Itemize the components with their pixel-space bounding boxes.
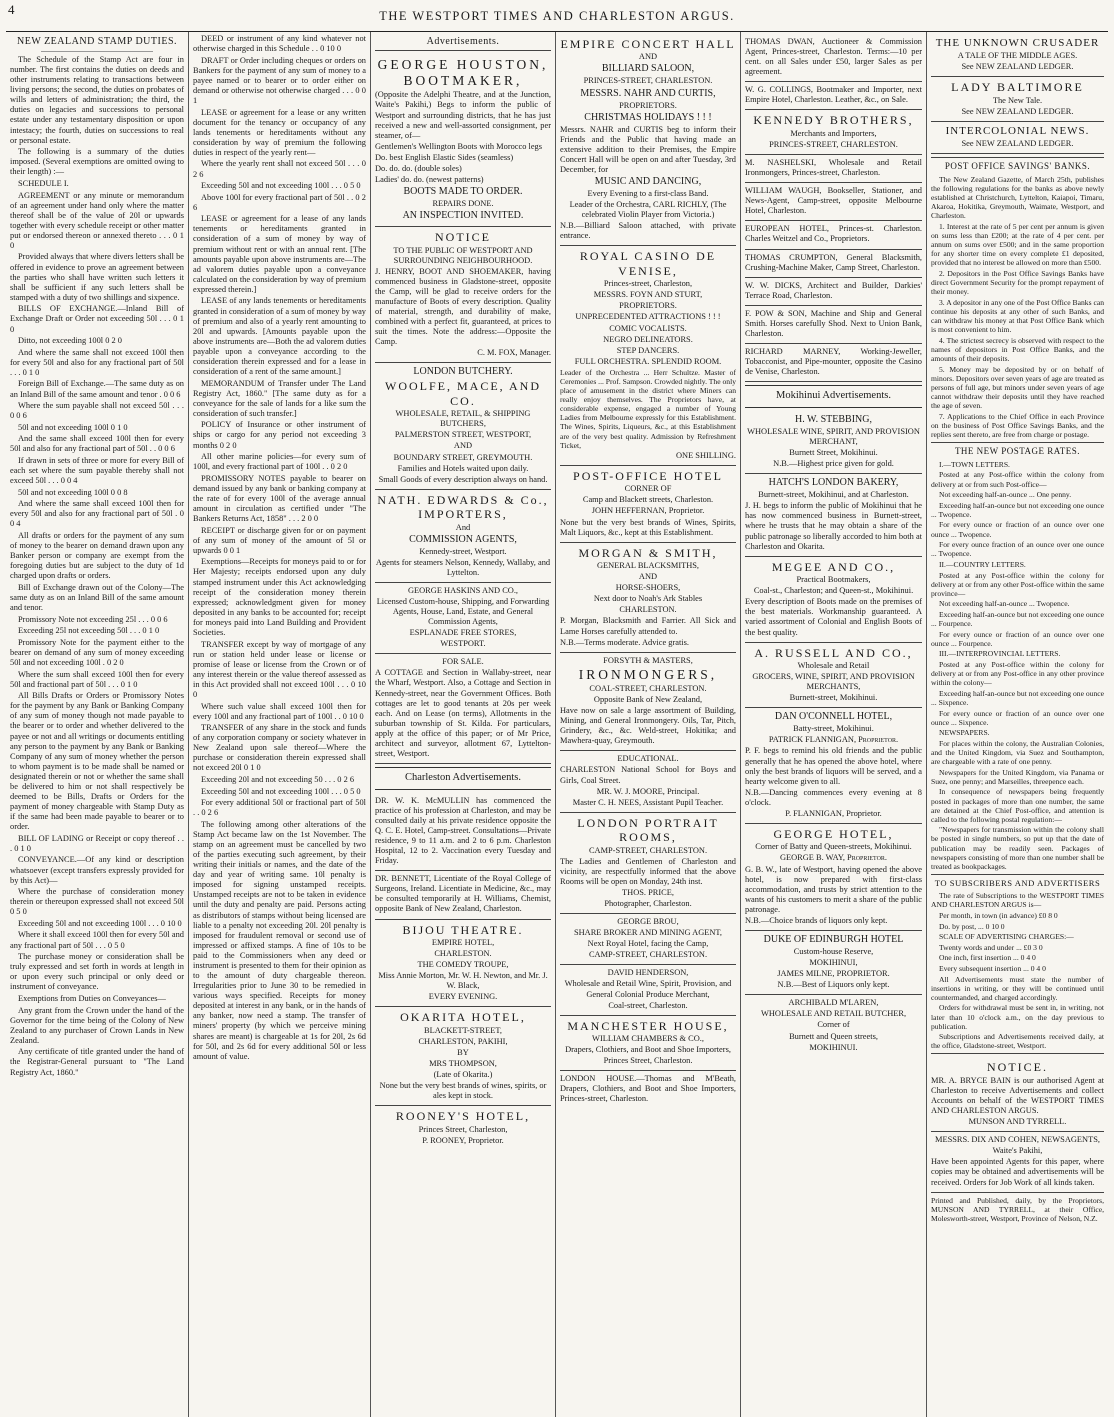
ad-manchester-house: MANCHESTER HOUSE, WILLIAM CHAMBERS & CO., Drapers, Clothiers, and Boot and Shoe Importers, Princes Street, Charleston. <box>560 1016 736 1072</box>
ad-dan-oconnell-hotel: DAN O'CONNELL HOTEL, Batty-street, Mokihinui. PATRICK FLANNIGAN, Proprietor. P. F. begs to remind his old friends and the public generally that he has opened the above hotel, where only the best brands of liquors will be served, and a hearty welcome given to all. N.B.—Dancing commences every evening at 8 o'clock. P. FLANNIGAN, Proprietor. <box>745 708 922 824</box>
paragraph: LEASE or agreement for a lease or any written document for the tenancy or occupancy of any lands tenements or hereditaments without any consideration by way of premium the following duties in respect of the yearly rent— <box>193 107 366 157</box>
ad-okarita-hotel: OKARITA HOTEL, BLACKETT-STREET, CHARLESTON, PAKIHI, BY MRS THOMPSON, (Late of Okarita.) None but the very best brands of wines, spirits, or ales kept in stock. <box>375 1007 551 1106</box>
paragraph: In consequence of newspapers being frequently posted in packages of more than one number, the same are detained at the Chief Post-office, and attention is called to the following postal regulation:— <box>931 787 1104 824</box>
paragraph: BILLS OF EXCHANGE.—Inland Bill of Exchange Draft or Order not exceeding 50l . . . 0 1 0 <box>10 304 184 334</box>
masthead: THE WESTPORT TIMES AND CHARLESTON ARGUS. <box>6 0 1108 32</box>
page-number: 4 <box>8 2 15 17</box>
ad-london-house: LONDON HOUSE.—Thomas and M'Beath, Drapers, Clothiers, and Boot and Shoe Importers, Princes-street, Charleston. <box>560 1074 736 1104</box>
stamp-duties-heading: NEW ZEALAND STAMP DUTIES. <box>16 36 178 47</box>
paragraph: Foreign Bill of Exchange.—The same duty as on an Inland Bill of the same amount and tenor . 0 0 6 <box>10 379 184 399</box>
paragraph: Exceeding 50l and not exceeding 100l . . . 0 5 0 <box>201 181 361 191</box>
paragraph: Do. by post, ... 0 10 0 <box>939 921 1005 931</box>
paragraph: 3. A depositor in any one of the Post Office Banks can continue his deposits at any other of such Banks, and can withdraw his money at that Post Office Bank which is most convenient to him. <box>931 297 1104 335</box>
ad-megee: MEGEE AND CO., Practical Bootmakers, Coal-st., Charleston; and Queen-st., Mokihinui. Every description of Boots made on the premises of the best materials. Workmanship guaranteed. A varied assortment of Colonial and English Boots of the best quality. <box>745 557 922 643</box>
paragraph: Promissory Note for the payment either to the bearer on demand of any sum of money exceeding 50l and not exceeding 100l . 0 2 0 <box>10 637 184 667</box>
ad-kennedy-brothers: KENNEDY BROTHERS, Merchants and Importers, PRINCES-STREET, CHARLESTON. <box>745 110 922 155</box>
paragraph: Not exceeding half-an-ounce ... Twopence. <box>939 599 1070 609</box>
subscribers-text <box>931 891 1104 1050</box>
paragraph: 50l and not exceeding 100l 0 0 8 <box>18 487 128 497</box>
ad-mclaren: ARCHIBALD M'LAREN, WHOLESALE AND RETAIL BUTCHER, Corner of Burnett and Queen streets, MOKIHINUI. <box>760 998 907 1052</box>
paragraph: Where such value shall exceed 100l then for every 100l and any fractional part of 100l . . 0 10 0 <box>193 701 366 721</box>
ad-crumpton: THOMAS CRUMPTON, General Blacksmith, Crushing-Machine Maker, Camp Street, Charleston. <box>745 250 922 278</box>
paragraph: III.—INTERPROVINCIAL LETTERS. <box>939 649 1061 659</box>
ad-notice-henry: NOTICE TO THE PUBLIC OF WESTPORT AND SURROUNDING NEIGHBOURHOOD. J. HENRY, BOOT AND SHOEMAKER, having commenced business in Gladstone-street, opposite the Camp, will be glad to receive orders for the manufacture of Boots of every description. Quality of material, strength, and durability of make, combined with a perfect fit, guaranteed, at prices to suit the times. Note the address:—Opposite the Camp. C. M. FOX, Manager. <box>375 227 551 363</box>
ad-bijou-theatre: BIJOU THEATRE. EMPIRE HOTEL, CHARLESTON. THE COMEDY TROUPE, Miss Annie Morton, Mr. W. H. Newton, and Mr. J. W. Black, EVERY EVENING. <box>375 920 551 1008</box>
paragraph: Newspapers for the United Kingdom, via Panama or Suez, one penny; and Marseilles, threepence each. <box>931 767 1104 786</box>
ad-duke-of-edinburgh: DUKE OF EDINBURGH HOTEL Custom-house Reserve, MOKIHINUI, JAMES MILNE, PROPRIETOR. N.B.—Best of Liquors only kept. <box>745 931 922 995</box>
paragraph: And the same shall exceed 100l then for every 50l and also for any fractional part of 50l . . 0 0 6 <box>10 434 184 454</box>
paragraph: Twenty words and under ... £0 3 0 <box>939 942 1043 952</box>
paragraph: Exemptions from Duties on Conveyances— <box>18 993 166 1003</box>
paragraph: Above 100l for every fractional part of 50l . . 0 2 6 <box>193 192 366 212</box>
ad-dix-cohen: MESSRS. DIX AND COHEN, NEWSAGENTS, Waite's Pakihi, Have been appointed Agents for this paper, where copies may be obtained and advertisements will be received. Orders for Job Work of all kinds taken. <box>931 1132 1104 1192</box>
paragraph: All drafts or orders for the payment of any sum of money to the bearer on demand drawn upon any Banker person or company are exempt from the foregoing duties but are subject to the duty of 1d charged upon drafts or orders. <box>10 531 184 581</box>
paragraph: The purchase money or consideration shall be truly expressed and set forth in words at length in or upon every such principal or only deed or instrument of conveyance. <box>10 952 184 992</box>
paragraph: Exceeding half-an-ounce but not exceeding one ounce ... Sixpence. <box>931 688 1104 707</box>
ad-russell: A. RUSSELL AND CO., Wholesale and Retail GROCERS, WINE, SPIRIT, AND PROVISION MERCHANTS, Burnett-street, Mokihinui. <box>745 643 922 709</box>
column-stamp-duties-cont <box>189 32 371 1417</box>
paragraph: For every ounce fraction of an ounce over one ounce ... Twopence. <box>931 540 1104 559</box>
paragraph: If drawn in sets of three or more for every Bill of each set where the sum payable thereby shall not exceed 50l . . . 0 0 4 <box>10 455 184 486</box>
paragraph: Where the purchase of consideration money therein or thereupon expressed shall not exceed 50l 0 5 0 <box>10 887 184 917</box>
paragraph: PROMISSORY NOTES payable to bearer on demand issued by any bank or banking company at the rate of for every 100l of the average annual amount in circulation as certified under "The Bankers Returns Act, 1858" . . . 2 0 0 <box>193 473 366 524</box>
paragraph: Exceeding 50l and not exceeding 100l . . . 0 5 0 <box>201 786 361 796</box>
paragraph: II.—COUNTRY LETTERS. <box>939 559 1026 569</box>
ad-royal-casino: ROYAL CASINO DE VENISE, Princes-street, Charleston, MESSRS. FOYN AND STURT, PROPRIETORS. UNPRECEDENTED ATTRACTIONS ! ! ! COMIC VOCALISTS. NEGRO DELINEATORS. STEP DANCERS. FULL ORCHESTRA. SPLENDID ROOM. Leader of the Orchestra ... Herr Schultze. Master of Ceremonies ... Prof. Sampson. Crowded nightly. The only place of amusement in the district where Miners can really enjoy themselves. The Proprietors have, at considerable expense, engaged a number of Young Ladies from Melbourne expressly for this Establishment. The Wines, Spirits, Liqueurs, &c., at this Establishment are of the very best quality. Admission by Refreshment Ticket, ONE SHILLING. <box>560 246 736 465</box>
ad-george-hotel: GEORGE HOTEL, Corner of Batty and Queen-streets, Mokihinui. GEORGE B. WAY, Proprietor. G. B. W., late of Westport, having opened the above hotel, is now prepared with first-class accommodation, and trusts by strict attention to the wants of his customers to merit a share of the public patronage. N.B.—Choice brands of liquors only kept. <box>745 824 922 931</box>
ad-pow-son: F. POW & SON, Machine and Ship and General Smith. Horses carefully Shod. Next to Union Bank, Charleston. <box>745 306 922 344</box>
ad-london-butchery: LONDON BUTCHERY. WOOLFE, MACE, AND CO. WHOLESALE, RETAIL, & SHIPPING BUTCHERS, PALMERSTON STREET, WESTPORT, AND BOUNDARY STREET, GREYMOUTH. Families and Hotels waited upon daily. Small Goods of every description always on hand. <box>375 363 551 489</box>
paragraph: LEASE or agreement for a lease of any lands tenements or hereditaments granted in consideration of a sum of money by way of premium without rent or with an annual rent. [The amounts payable upon above instruments are—The ad valorem duties payable upon a conveyance calculated on the consideration by way of premium expressed therein.] <box>193 214 366 294</box>
paragraph: TRANSFER except by way of mortgage of any run or station held under lease or license or promise of lease or license from the Crown or of any interest therein or the value thereof assessed as in this Act provided shall not exceed 100l . . . 0 10 0 <box>193 639 366 699</box>
paragraph: And where the same shall exceed 100l then for every 50l and also for any fractional part of 50l . 0 0 4 <box>10 499 184 529</box>
paragraph: 5. Money may be deposited by or on behalf of minors. Depositors over seven years of age are treated as persons of full age, but minors under seven years of age cannot withdraw their deposits until they have reached the age of seven. <box>931 364 1104 411</box>
column-stamp-duties <box>6 32 189 1417</box>
ad-william-waugh: WILLIAM WAUGH, Bookseller, Stationer, and News-Agent, Camp-street, opposite Melbourne Hotel, Charleston. <box>745 183 922 221</box>
paragraph: "Newspapers for transmission within the colony shall be posted in single numbers, so put up that the date of publication may be readily seen. Packages of newspapers consisting of more than one number shall be treated as bookpackages. <box>931 825 1104 871</box>
ad-mcmullin: DR. W. K. McMULLIN has commenced the practice of his profession at Charleston, and may be consulted daily at his private residence opposite the Q. C. E. Hotel, Camp-street. Consultations—Private residence, 9 to 11 a.m. and 2 to 6 p.m. Charleston Hospital, 12 to 2. Vaccination every Tuesday and Friday. <box>375 793 551 872</box>
paragraph: MEMORANDUM of Transfer under The Land Registry Act, 1860." [The same duty as for a conveyance for the sale of lands for a like sum the consideration of such transfer.] <box>193 378 366 418</box>
ad-educational: EDUCATIONAL. CHARLESTON National School for Boys and Girls, Coal Street. MR. W. J. MOORE, Principal. Master C. H. NEES, Assistant Pupil Teacher. <box>560 751 736 812</box>
paragraph: Do. best English Elastic Sides (seamless) <box>375 152 514 162</box>
paragraph: Bill of Exchange drawn out of the Colony—The same duty as on an Inland Bill of the same amount and tenor. <box>10 582 184 613</box>
paragraph: Where the sum shall exceed 100l then for every 50l and fractional part of 50l . . . 0 1 0 <box>10 669 184 689</box>
paragraph: LEASE of any lands tenements or hereditaments granted in consideration of a sum of money by way of premium and also of a yearly rent amounting to 20l and upwards. [Amounts payable upon the above instruments are—Both the ad valorem duties payable upon a conveyance according to the consideration therein expressed and for a lease in consideration of a rent of the same amount.] <box>193 296 366 376</box>
paragraph: Provided always that where divers letters shall be offered in evidence to prove an agreement between the parties who shall have written such letters it shall be sufficient if any such letters shall be stamped with a duty of two shillings and sixpence. <box>10 252 184 302</box>
paragraph: Every subsequent insertion ... 0 4 0 <box>939 963 1046 973</box>
ad-london-portrait-rooms: LONDON PORTRAIT ROOMS, CAMP-STREET, CHARLESTON. The Ladies and Gentlemen of Charleston and vicinity, are respectfully informed that the above Rooms will be open on Monday, 24th inst. THOS. PRICE, Photographer, Charleston. <box>560 813 736 914</box>
paragraph: Exemptions—Receipts for moneys paid to or for Her Majesty; receipts endorsed upon any duly stamped instrument under this Act acknowledging receipt of the consideration money therein expressed; acknowledgment given for money deposited in any banks to be accounted for; receipt for moneys paid into Land Building and Provident Societies. <box>193 557 366 637</box>
ad-haskins: GEORGE HASKINS AND CO., Licensed Custom-house, Shipping, and Forwarding Agents, House, Land, Estate, and General Commission Agents, ESPLANADE FREE STORES, WESTPORT. <box>375 583 551 654</box>
postage-rates-heading: THE NEW POSTAGE RATES. <box>954 446 1081 457</box>
ad-for-sale: FOR SALE. A COTTAGE and Section in Wallaby-street, near the Wharf, Westport. Also, a Cottage and Section in Kennedy-street, near the Government Offices. Both cottages are let to good tenants at 20s per week each. And on Lease (on terms), Allotments in the suburban township of St. Kilda. For particulars, apply at the office of this paper; or of Mr Price, architect and surveyor, allotment 67, Lyttelton-street, Westport. <box>375 654 551 764</box>
ad-george-brou: GEORGE BROU, SHARE BROKER AND MINING AGENT, Next Royal Hotel, facing the Camp, CAMP-STREET, CHARLESTON. <box>560 914 736 965</box>
ad-post-office-hotel: POST-OFFICE HOTEL CORNER OF Camp and Blackett streets, Charleston. JOHN HEFFERNAN, Proprietor. None but the very best brands of Wines, Spirits, Malt Liquors, &c., kept at this Establishment. <box>560 466 736 543</box>
paragraph: Posted at any Post-office within the colony for delivery at or from any other Post-office within the same province— <box>931 570 1104 598</box>
paragraph: Ladies' do. do. (newest patterns) <box>375 175 484 184</box>
paragraph: All Advertisements must state the number of insertions in writing, or they will be continued until countermanded, and charged accordingly. <box>931 974 1104 1002</box>
postage-rates-text <box>931 460 1104 871</box>
paragraph: For every ounce or fraction of an ounce over one ounce ... Sixpence. <box>931 708 1104 727</box>
ad-rooneys-hotel: ROONEY'S HOTEL, Princes Street, Charleston, P. ROONEY, Proprietor. <box>395 1109 531 1145</box>
stamp-duties-text <box>10 55 184 1078</box>
charleston-section-heading: Charleston Advertisements. <box>375 767 551 790</box>
ad-empire-concert-hall: EMPIRE CONCERT HALL AND BILLIARD SALOON, PRINCES-STREET, CHARLESTON. MESSRS. NAHR AND CURTIS, PROPRIETORS. CHRISTMAS HOLIDAYS ! ! ! Messrs. NAHR and CURTIS beg to inform their Friends and the Public that having made an extensive addition to their Premises, the Empire Concert Hall will be open on and after Tuesday, 3rd December, for MUSIC AND DANCING, Every Evening to a first-class Band. Leader of the Orchestra, CARL RICHLY, (The celebrated Violin Player from Victoria.) N.B.—Billiard Saloon attached, with private entrance. <box>560 34 736 246</box>
ad-morgan-smith: MORGAN & SMITH, GENERAL BLACKSMITHS, AND HORSE-SHOERS, Next door to Noah's Ark Stables CHARLESTON. P. Morgan, Blacksmith and Farrier. All Sick and Lame Horses carefully attended to. N.B.—Terms moderate. Advice gratis. <box>560 543 736 653</box>
advertisements-heading: Advertisements. <box>375 36 551 51</box>
ad-hatchs-bakery: HATCH'S LONDON BAKERY, Burnett-street, Mokihinui, and at Charleston. J. H. begs to inform the public of Mokihinui that he has now commenced business in Burnett-street, where he trusts that he may obtain a share of the public patronage so liberally accorded to him both at Charleston and Okarita. <box>745 474 922 556</box>
ad-intercolonial-news: INTERCOLONIAL NEWS. See NEW ZEALAND LEDGER. <box>931 122 1104 154</box>
ad-collings: W. G. COLLINGS, Bootmaker and Importer, next Empire Hotel, Charleston. Leather, &c., on Sale. <box>745 82 922 110</box>
paragraph: DEED or instrument of any kind whatever not otherwise charged in this Schedule . . 0 10 0 <box>193 34 366 54</box>
paragraph: Exceeding half-an-ounce but not exceeding one ounce ... Fourpence. <box>931 609 1104 629</box>
paragraph: Gentlemen's Wellington Boots with Morocco legs <box>375 141 542 151</box>
ad-thomas-dwan: THOMAS DWAN, Auctioneer & Commission Agent, Princes-street, Charleston. Terms:—10 per cent. on all Sales under £50, larger Sales as per agreement. <box>745 34 922 82</box>
paragraph: The Schedule of the Stamp Act are four in number. The first contains the duties on deeds and other instruments relating to transactions between living persons; the second, the duties on probates of wills and letters of administration; the third, the duties on legacies and successions to personal estate under any testamentary disposition or upon intestacy; the fourth, duties on successions to real or personal estate. <box>10 55 184 145</box>
paragraph: The following among other alterations of the Stamp Act became law on the 1st November. The stamp on an agreement must be cancelled by two of the parties executing such agreement, by their writing their initials or names, and the date of the day and year of writing same. 10l penalty is imposed for signing unstamped receipts. Unstamped receipts are not to be taken in evidence until the duty and penalty are paid. Persons acting as distributors of stamps without being licensed are liable to a penalty not exceeding 20l. 20l penalty is imposed for fraudulent removal or second use of impressed or affixed stamps. A fine of 10s to be paid to the Commissioners when any deed or instrument is presented to them for their opinion as to the amount of duty chargeable thereon. Irregularities prior to June 30 to be remedied in various ways specified. Receipts for money deposited at interest in any bank, or in the hands of any banker, now need a stamp. The transfer of miners' property (by which we perceive mining shares are meant) is chargeable at 1s for 20l, 2s 6d for 50l, and 2s 6d for every additional 50l or less amount of value. <box>193 819 366 1061</box>
ad-notice-bryce-bain: NOTICE. MR. A. BRYCE BAIN is our authorised Agent at Charleston to receive Advertisements and collect Accounts on behalf of the WESTPORT TIMES AND CHARLESTON ARGUS. MUNSON AND TYRRELL. <box>931 1057 1104 1132</box>
paragraph: For places within the colony, the Australian Colonies, and the United Kingdom, via Suez and Southampton, are chargeable with a rate of one penny. <box>931 738 1104 767</box>
mokihinui-section-heading: Mokihinui Advertisements. <box>745 385 922 408</box>
paragraph: NEWSPAPERS. <box>939 728 990 738</box>
ad-nath-edwards: NATH. EDWARDS & Co., IMPORTERS, And COMMISSION AGENTS, Kennedy-street, Westport. Agents for steamers Nelson, Kennedy, Wallaby, and Lyttelton. <box>375 490 551 583</box>
paragraph: Exceeding half-an-ounce but not exceeding one ounce ... Twopence. <box>931 500 1104 519</box>
ad-lady-baltimore: LADY BALTIMORE The New Tale. See NEW ZEALAND LEDGER. <box>931 77 1104 122</box>
paragraph: Exceeding 50l and not exceeding 100l . . . 0 10 0 <box>18 918 182 928</box>
paragraph: Orders for withdrawal must be sent in, in writing, not later than 10 o'clock a.m., on the day previous to publication. <box>931 1003 1104 1031</box>
paragraph: Any certificate of title granted under the hand of the Registrar-General pursuant to "The Land Registry Act, 1860." <box>10 1047 184 1077</box>
paragraph: Not exceeding half-an-ounce ... One penny. <box>939 490 1072 500</box>
paragraph: 2. Depositors in the Post Office Savings Banks have direct Government Security for the prompt repayment of their money. <box>931 269 1104 297</box>
ad-forsyth-masters: FORSYTH & MASTERS, IRONMONGERS, COAL-STREET, CHARLESTON. Opposite Bank of New Zealand, Have now on sale a large assortment of Building, Mining, and General Ironmongery. Oils, Tar, Pitch, Grindery, &c., &c. Weld-street, Hokitika; and Mawhera-quay, Greymouth. <box>560 653 736 752</box>
paragraph: Posted at any Post-office within the colony from delivery at or from such Post-office— <box>931 470 1104 489</box>
columns <box>6 32 1108 1417</box>
paragraph: All other marine policies—for every sum of 100l, and every fractional part of 100l . . 0 2 0 <box>193 452 366 472</box>
paragraph: Where the sum payable shall not exceed 50l . . . 0 0 6 <box>10 401 184 421</box>
paragraph: Exceeding 25l not exceeding 50l . . . 0 1 0 <box>18 626 160 636</box>
paragraph: Where it shall exceed 100l then for every 50l and any fractional part of 50l . . . 0 5 0 <box>10 930 184 950</box>
paragraph: AGREEMENT or any minute or memorandum of an agreement under hand only where the matter thereof shall be of the value of 20l or upwards together with every schedule receipt or other matter put or endorsed thereon or annexed thereto . . . 0 1 0 <box>10 190 184 250</box>
paragraph: 4. The strictest secrecy is observed with respect to the names of depositors in Post Office Banks, and the amounts of their deposits. <box>931 335 1104 364</box>
paragraph: For every ounce or fraction of an ounce over one ounce ... Twopence. <box>931 520 1104 539</box>
ad-houston: GEORGE HOUSTON, BOOTMAKER, (Opposite the Adelphi Theatre, and at the Junction, Waite's Pakihi,) Begs to inform the public of Westport and surrounding districts, that he has just received a new and well-assorted consignment, per steamer, of— Gentlemen's Wellington Boots with Morocco legs Do. best English Elastic Sides (seamless) Do. do. do. (double soles) Ladies' do. do. (newest patterns) BOOTS MADE TO ORDER. REPAIRS DONE. AN INSPECTION INVITED. <box>375 54 551 227</box>
paragraph: TRANSFER of any share in the stock and funds of any corporation company or society whatever in New Zealand upon sale thereof—Where the purchase or consideration therein expressed shall not exceed 20l 0 1 0 <box>193 723 366 773</box>
paragraph: SCHEDULE I. <box>18 178 69 188</box>
column-charleston-ads <box>556 32 741 1417</box>
paragraph: The rate of Subscriptions to the WESTPORT TIMES AND CHARLESTON ARGUS is— <box>931 891 1104 910</box>
paragraph: DRAFT or Order including cheques or orders on Bankers for the payment of any sum of money to a payee named or to bearer or to order either on demand or otherwise not otherwise charged . . . 0 0 1 <box>193 55 366 105</box>
paragraph: Do. do. do. (double soles) <box>375 163 462 173</box>
paragraph: I.—TOWN LETTERS. <box>939 459 1010 469</box>
paragraph: POLICY of Insurance or other instrument of ships or cargo for any period not exceeding 3 months 0 2 0 <box>193 420 366 450</box>
column-notices <box>927 32 1108 1417</box>
savings-banks-text <box>931 175 1104 439</box>
paragraph: The following is a summary of the duties imposed. (Several exemptions are omitted owing to their length) :— <box>10 147 184 177</box>
ad-nashelski: M. NASHELSKI, Wholesale and Retail Ironmongers, Princes-street, Charleston. <box>745 155 922 183</box>
paragraph: One inch, first insertion ... 0 4 0 <box>939 953 1036 963</box>
paragraph: 50l and not exceeding 100l 0 1 0 <box>18 422 128 432</box>
ad-unknown-crusader: THE UNKNOWN CRUSADER A TALE OF THE MIDDLE AGES. See NEW ZEALAND LEDGER. <box>931 34 1104 77</box>
savings-banks-heading: POST OFFICE SAVINGS' BANKS. <box>944 161 1091 172</box>
paragraph: Any grant from the Crown under the hand of the Governor for the time being of the Colony of New Zealand to any purchaser of Crown Lands in New Zealand. <box>10 1005 184 1045</box>
ad-dicks: W. W. DICKS, Architect and Builder, Darkies' Terrace Road, Charleston. <box>745 278 922 306</box>
ad-marney: RICHARD MARNEY, Working-Jeweller, Tobacconist, and Pipe-mounter, opposite the Casino de Venise, Charleston. <box>745 344 922 382</box>
paragraph: The New Zealand Gazette, of March 25th, publishes the following regulations for the banks as above newly established at Christchurch, Lyttelton, Kaiapoi, Timaru, Akaroa, Hokitika, Greymouth, Waimate, Westport, and Charleston. <box>931 174 1104 221</box>
paragraph: For every additional 50l or fractional part of 50l . . 0 2 6 <box>193 798 366 818</box>
column-advertisements <box>371 32 556 1417</box>
paragraph: BILL OF LADING or Receipt or copy thereof . . . 0 1 0 <box>10 833 184 853</box>
column-trade-ads <box>741 32 927 1417</box>
paragraph: Exceeding 20l and not exceeding 50 . . . 0 2 6 <box>201 775 355 785</box>
paragraph: Per month, in town (in advance) £0 8 0 <box>939 910 1058 920</box>
ad-stebbing: H. W. STEBBING, WHOLESALE WINE, SPIRIT, AND PROVISION MERCHANT, Burnett Street, Mokihinui. N.B.—Highest price given for gold. <box>745 411 922 474</box>
paragraph: 1. Interest at the rate of 5 per cent per annum is given on sums less than £200; at the rate of 4 per cent. per annum on sums over £500; and in the same proportion for any shorter time on every complete £1 deposited, provided that no interest be allowed on more than £500. <box>931 222 1104 268</box>
paragraph: Promissory Note not exceeding 25l . . . 0 0 6 <box>18 614 168 624</box>
subscribers-heading: TO SUBSCRIBERS AND ADVERTISERS <box>934 877 1101 888</box>
paragraph: All Bills Drafts or Orders or Promissory Notes for the payment by any Bank or Banking Company of any sum of money though not made payable to the bearer or to order and whether delivered to the payee or not and all writings or documents entitling any person to the payment by any Bank or Banking Company of any sum of money whether the person to whom payment is to be made shall be named or designated therein or not or whether the same shall be delivered to him or not shall respectively be deemed to be Bills, Drafts or Orders for the payment of money chargeable with Stamp Duty as if the same had been made payable to bearer or to order. <box>10 691 184 832</box>
paragraph: For every ounce or fraction of an ounce over one ounce ... Fourpence. <box>931 629 1104 648</box>
paragraph: CONVEYANCE.—Of any kind or description whatsoever (except transfers expressly provided for by this Act)— <box>10 855 184 885</box>
paragraph: Where the yearly rent shall not exceed 50l . . . 0 2 6 <box>193 159 366 179</box>
paragraph: 7. Applications to the Chief Office in each Province on the business of Post Office Savings Banks, and the replies sent thereto, are free from charge or postage. <box>931 411 1104 439</box>
ad-european-hotel: EUROPEAN HOTEL, Princes-st. Charleston. Charles Weitzel and Co., Proprietors. <box>745 221 922 249</box>
ad-david-henderson: DAVID HENDERSON, Wholesale and Retail Wine, Spirit, Provision, and General Colonial Produce Merchant, Coal-street, Charleston. <box>560 965 736 1015</box>
ad-bennett: DR. BENNETT, Licentiate of the Royal College of Surgeons, Ireland. Licentiate in Medicine, &c., may be consulted temporarily at H. Williams, Chemist, opposite Bank of New Zealand, Charleston. <box>375 871 551 919</box>
paragraph: Ditto, not exceeding 100l 0 2 0 <box>18 336 122 346</box>
paragraph: Posted at any Post-office within the colony for delivery at or from any Post-office in any other province within the colony— <box>931 660 1104 688</box>
stamp-duties-text-cont <box>193 34 366 1062</box>
imprint: Printed and Published, daily, by the Proprietors, MUNSON AND TYRRELL, at their Office, Molesworth-street, Westport, Province of Nelson, N.Z. <box>931 1195 1104 1223</box>
paragraph: And where the same shall not exceed 100l then for every 50l and also for any fractional part of 50l . . . 0 1 0 <box>10 347 184 377</box>
paragraph: Subscriptions and Advertisements received daily, at the office, Gladstone-street, Westport. <box>931 1032 1104 1051</box>
paragraph: RECEIPT or discharge given for or on payment of any sum of money of the amount of 5l or upwards 0 0 1 <box>193 525 366 555</box>
paragraph: SCALE OF ADVERTISING CHARGES:— <box>939 932 1074 942</box>
